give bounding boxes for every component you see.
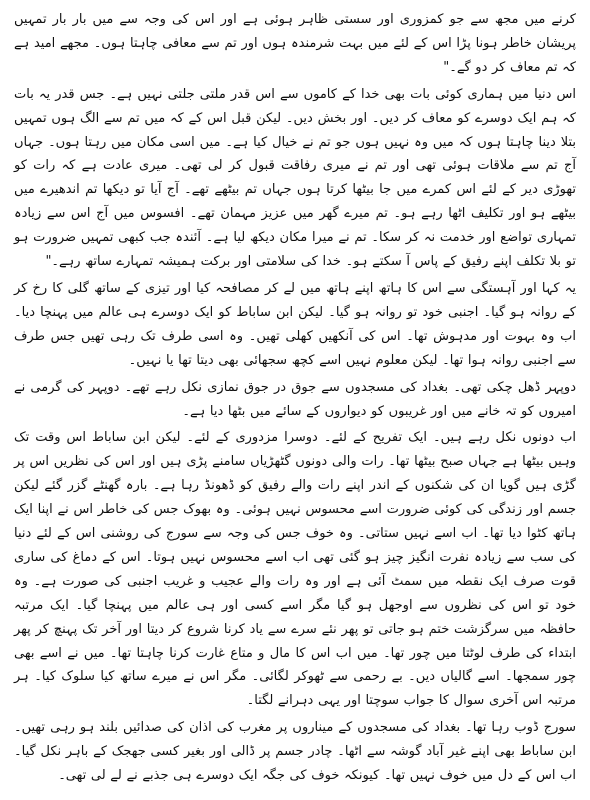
urdu-text-page [14,8,576,792]
paragraph-1: کرنے میں مجھ سے جو کمزوری اور سستی ظاہر ہوئی ہے اور اس کی وجہ سے میں بار بار تمہیں پریشان خاطر ہونا پڑا اس کے لئے میں بہت شرمندہ ہوں اور تم سے معافی چاہتا ہوں۔ مجھے امید ہے کہ تم معاف کر دو گے۔" [14,12,576,75]
paragraph-6: سورج ڈوب رہا تھا۔ بغداد کی مسجدوں کے میناروں پر مغرب کی اذان کی صدائیں بلند ہو رہی تھیں۔ ابن ساباط بھی اپنے غیر آباد گوشہ سے اٹھا۔ چادر جسم پر ڈالی اور بغیر کسی جھجک کے باہر نکل گیا۔ اب اس کے دل میں خوف نہیں تھا۔ کیونکہ خوف کی جگہ ایک دوسرے ہی جذبے نے لے لی تھی۔ [14,720,576,784]
paragraph-3: یہ کہا اور آہستگی سے اس کا ہاتھ اپنے ہاتھ میں لے کر مصافحہ کیا اور تیزی کے ساتھ گلی کا رخ کر کے روانہ ہو گیا۔ اجنبی خود تو روانہ ہو گیا۔ لیکن ابن ساباط کو ایک دوسرے ہی عالم میں پہنچا دیا۔ اب وہ بہوت اور مدہوش تھا۔ اس کی آنکھیں کھلی تھیں۔ وہ اسی طرف تک رہی تھیں جس طرف سے اجنبی روانہ ہوا تھا۔ لیکن معلوم نہیں اسے کچھ سجھائی بھی دیتا تھا یا نہیں۔ [14,280,576,368]
paragraph-4: دوپہر ڈھل چکی تھی۔ بغداد کی مسجدوں سے جوق در جوق نمازی نکل رہے تھے۔ دوپہر کی گرمی نے امیروں کو تہ خانے میں اور غریبوں کو دیواروں کے سائے میں بٹھا دیا ہے۔ [14,379,576,419]
paragraph-2: اس دنیا میں ہماری کوئی بات بھی خدا کے کاموں سے اس قدر ملتی جلتی نہیں ہے۔ جس قدر یہ بات کہ ہم ایک دوسرے کو معاف کر دیں۔ اور بخش دیں۔ لیکن قبل اس کے کہ میں تم سے الگ ہوں تمہیں بتلا دینا چاہتا ہوں کہ میں وہ نہیں ہوں جو تم نے خیال کیا ہے۔ میں اسی مکان میں رہتا ہوں۔ جہاں آج تم سے ملاقات ہوئی تھی اور تم نے میری رفاقت قبول کر لی تھی۔ میری عادت ہے کہ رات کو تھوڑی دیر کے لئے اس کمرے میں جا بیٹھا کرتا ہوں جہاں تم بیٹھے تھے۔ آج آیا تو دیکھا تم اندھیرے میں بیٹھے ہو اور تکلیف اٹھا رہے ہو۔ تم میرے گھر میں عزیز مہمان تھے۔ افسوس میں آج اس سے زیادہ تمہاری تواضع اور خدمت نہ کر سکا۔ تم نے میرا مکان دیکھ لیا ہے۔ آئندہ جب کبھی تمہیں ضرورت ہو تو بلا تکلف اپنے رفیق کے پاس آ سکتے ہو۔ خدا کی سلامتی اور برکت ہمیشہ تمہارے ساتھ رہے۔" [14,86,576,270]
paragraph-5: اب دونوں نکل رہے ہیں۔ ایک تفریح کے لئے۔ دوسرا مزدوری کے لئے۔ لیکن ابن ساباط اس وقت تک وہیں بیٹھا ہے جہاں صبح بیٹھا تھا۔ رات والی دونوں گٹھڑیاں سامنے پڑی ہیں اور اس کی نظریں اس پر گڑی ہیں گویا ان کی شکنوں کے اندر اپنے رات والے رفیق کو ڈھونڈ رہا ہے۔ بارہ گھنٹے گزر گئے لیکن جسم اور زندگی کی کوئی ضرورت اسے محسوس نہیں ہوئی۔ وہ بھوک جس کی خاطر اس نے اپنا ایک ہاتھ کٹوا دیا تھا۔ اب اسے نہیں ستاتی۔ وہ خوف جس کی وجہ سے سورج کی روشنی اس کے لئے دنیا کی سب سے زیادہ نفرت انگیز چیز ہو گئی تھی اب اسے محسوس نہیں ہوتا۔ اس کے دماغ کی ساری قوت صرف ایک نقطہ میں سمٹ آئی ہے اور وہ رات والے عجیب و غریب اجنبی کی صورت ہے۔ وہ خود تو اس کی نظروں سے اوجھل ہو گیا مگر اسے کسی اور ہی عالم میں پہنچا گیا۔ ایک مرتبہ حافظہ میں سرگزشت ختم ہو جاتی تو پھر نئے سرے سے یاد کرنا شروع کر دیتا اور آخر تک پہنچ کر پھر ابتداء کی طرف لوٹتا میں چور تھا۔ میں اب اس کا مال و متاع غارت کرنا چاہتا تھا۔ میں نے اسے بھی چور سمجھا۔ اسے گالیاں دیں۔ بے رحمی سے ٹھوکر لگائی۔ مگر اس نے میرے ساتھ کیا سلوک کیا۔ ہر مرتبہ اس آخری سوال کا جواب سوچتا اور یہی دہرانے لگتا۔ [14,430,576,709]
